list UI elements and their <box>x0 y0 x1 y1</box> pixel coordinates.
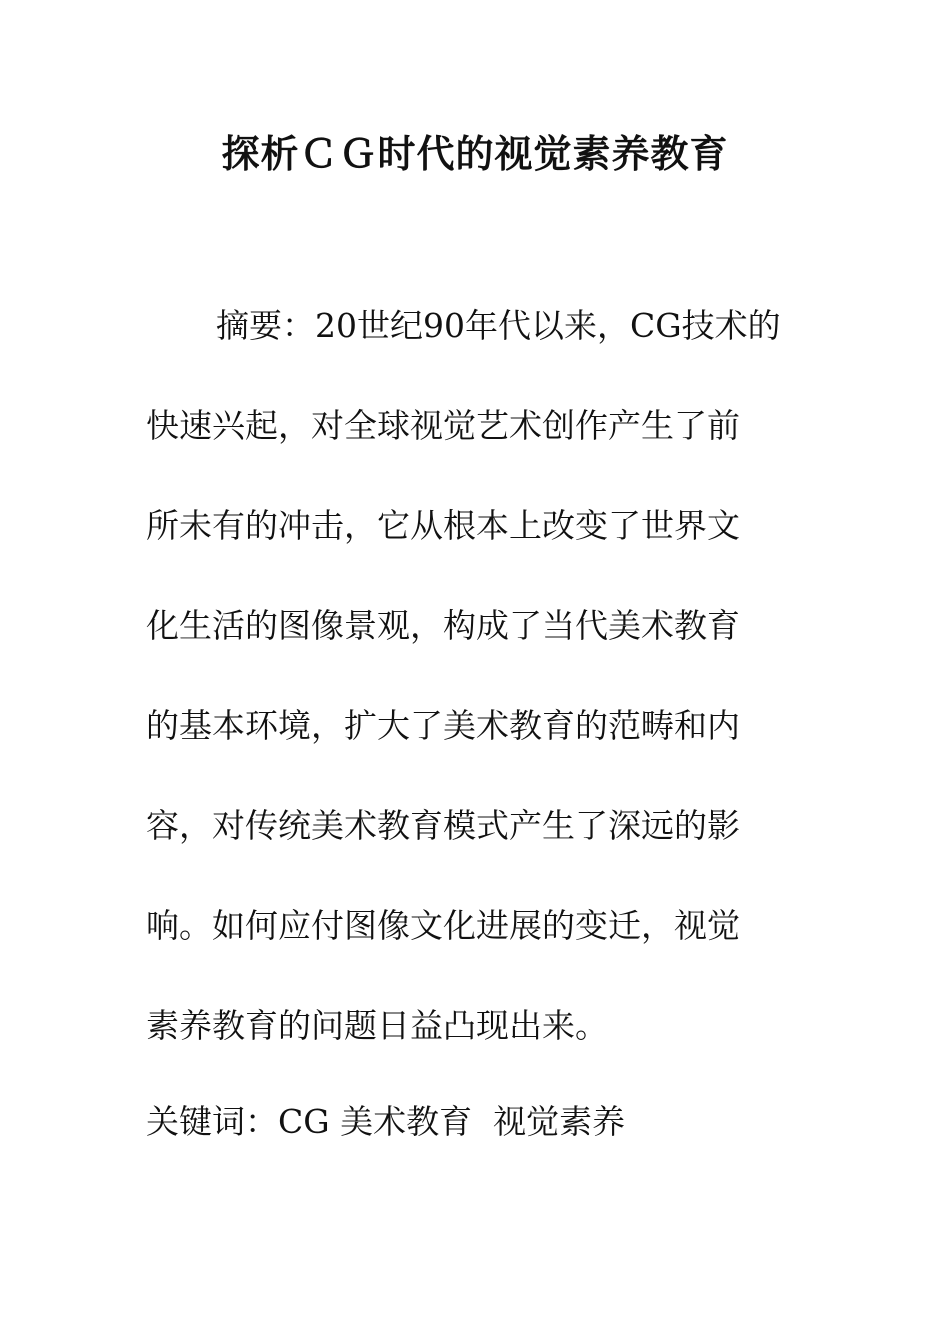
abstract-line: 快速兴起，对全球视觉艺术创作产生了前 <box>146 406 740 445</box>
abstract-line: 的基本环境，扩大了美术教育的范畴和内 <box>146 706 740 745</box>
abstract-line: 摘要：20世纪90年代以来，CG技术的 <box>216 306 781 345</box>
abstract-line: 容，对传统美术教育模式产生了深远的影 <box>146 806 740 845</box>
abstract-line: 化生活的图像景观，构成了当代美术教育 <box>146 606 740 645</box>
abstract-line: 素养教育的问题日益凸现出来。 <box>146 1006 608 1045</box>
abstract-paragraph <box>146 300 806 1100</box>
document-title: 探析ＣＧ时代的视觉素养教育 <box>221 131 729 176</box>
abstract-line: 所未有的冲击，它从根本上改变了世界文 <box>146 506 740 545</box>
abstract-line: 响。如何应付图像文化进展的变迁，视觉 <box>146 906 740 945</box>
keywords-line: 关键词：CG 美术教育 视觉素养 <box>146 1102 626 1141</box>
